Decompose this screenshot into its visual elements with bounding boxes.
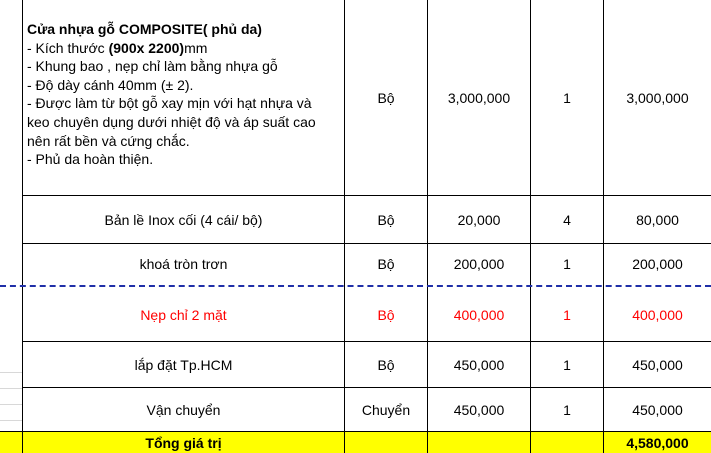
description-line: - Phủ da hoàn thiện. <box>27 151 154 168</box>
price-cell[interactable]: 3,000,000 <box>447 89 511 106</box>
price-cell[interactable]: 200,000 <box>453 256 505 272</box>
size-value: (900x 2200) <box>108 39 185 56</box>
amount-cell[interactable]: 450,000 <box>632 401 683 418</box>
description-line: keo chuyên dụng dưới nhiệt độ và áp suất cao <box>27 113 316 130</box>
qty-cell[interactable]: 1 <box>563 89 571 106</box>
amount-cell[interactable]: 450,000 <box>632 356 683 373</box>
unit-cell[interactable]: Bộ <box>377 356 395 373</box>
description-line: - Khung bao , nẹp chỉ làm bằng nhựa gỗ <box>27 58 278 75</box>
item-name-cell[interactable]: khoá tròn trơn <box>139 256 228 272</box>
price-cell[interactable]: 450,000 <box>453 356 505 373</box>
gridline <box>0 404 22 405</box>
item-name-cell[interactable]: lắp đặt Tp.HCM <box>134 356 233 373</box>
qty-cell[interactable]: 1 <box>563 356 571 373</box>
qty-cell[interactable]: 1 <box>563 401 571 418</box>
unit-cell[interactable]: Bộ <box>377 211 395 228</box>
unit-cell[interactable]: Chuyển <box>361 401 411 418</box>
amount-cell[interactable]: 80,000 <box>636 211 679 228</box>
empty-cell[interactable] <box>428 432 530 453</box>
qty-cell[interactable]: 4 <box>563 211 571 228</box>
price-cell[interactable]: 20,000 <box>457 211 501 228</box>
product-description-cell[interactable] <box>27 20 345 169</box>
total-label-cell[interactable]: Tổng giá trị <box>145 434 222 451</box>
amount-cell[interactable]: 400,000 <box>632 306 683 323</box>
size-prefix: - Kích thước <box>27 39 109 56</box>
product-size-line <box>27 39 345 58</box>
gridline <box>0 388 22 389</box>
unit-cell[interactable]: Bộ <box>377 256 395 272</box>
size-unit: mm <box>184 39 208 56</box>
gridline <box>0 420 22 421</box>
empty-cell[interactable] <box>531 432 603 453</box>
gridline <box>0 372 22 373</box>
description-line: - Độ dày cánh 40mm (± 2). <box>27 76 194 93</box>
qty-cell[interactable]: 1 <box>563 256 571 272</box>
description-line: - Được làm từ bột gỗ xay mịn với hạt nhựa và <box>27 95 312 112</box>
amount-cell[interactable]: 3,000,000 <box>626 89 689 106</box>
price-cell[interactable]: 450,000 <box>453 401 505 418</box>
item-name-cell[interactable]: Nẹp chỉ 2 mặt <box>140 306 227 323</box>
price-cell[interactable]: 400,000 <box>453 306 505 323</box>
amount-cell[interactable]: 200,000 <box>632 256 683 272</box>
unit-cell[interactable]: Bộ <box>377 306 395 323</box>
empty-cell[interactable] <box>345 432 427 453</box>
unit-cell[interactable]: Bộ <box>377 89 395 106</box>
item-name-cell[interactable]: Bản lề Inox cối (4 cái/ bộ) <box>104 211 263 228</box>
page-break-line <box>0 285 711 287</box>
description-line: nên rất bền và cứng chắc. <box>27 132 190 149</box>
product-title: Cửa nhựa gỗ COMPOSITE( phủ da) <box>27 21 262 37</box>
qty-cell[interactable]: 1 <box>563 306 571 323</box>
item-name-cell[interactable]: Vận chuyển <box>146 401 221 418</box>
total-amount-cell[interactable]: 4,580,000 <box>626 434 689 451</box>
